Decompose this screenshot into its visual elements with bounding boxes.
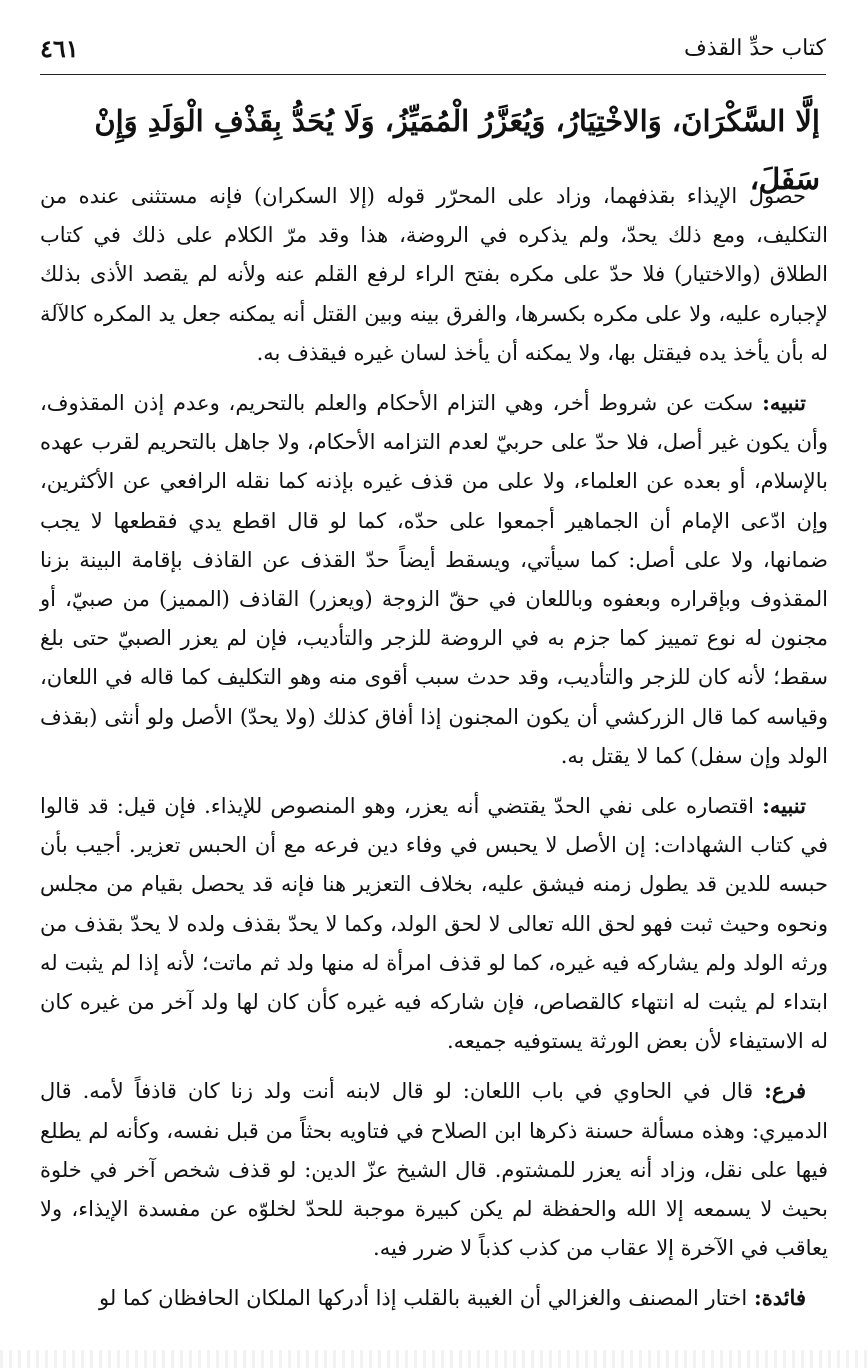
paragraph-text: سكت عن شروط أخر، وهي التزام الأحكام والعلم بالتحريم، وعدم إذن المقذوف، وأن يكون غير أصل، فلا حدّ على حربيّ لعدم التزامه الأحكام، ولا جاهل بالتحريم لقرب عهده بالإسلام، أو بعده عن العلماء، ولا على من قذف غيره بإذنه كما نقله الرافعي عن الأكثرين، وإن ادّعى الإمام أن الجماهير أجمعوا على حدّه، كما لو قال اقطع يدي فقطعها لا يجب ضمانها، ولا على أصل: كما سيأتي، ويسقط أيضاً حدّ القذف عن القاذف بإقامة البينة بزنا المقذوف وبإقراره وبعفوه وباللعان في حقّ الزوجة (ويعزر) القاذف (المميز) من صبيّ، أو مجنون له نوع تمييز كما جزم به في الروضة للزجر والتأديب، فإن لم يعزر الصبيّ حتى بلغ سقط؛ لأنه كان للزجر والتأديب، وقد حدث سبب أقوى منه وهو التكليف كما قاله في اللعان، وقياسه كما قال الزركشي أن يكون المجنون إذا أفاق كذلك (ولا يحدّ) الأصل ولو أنثى (بقذف الولد وإن سفل) كما لا يقتل به.	[40, 391, 828, 768]
paragraph-label: تنبيه:	[762, 793, 806, 819]
commentary-paragraph	[40, 786, 828, 1061]
scan-edge	[0, 1350, 868, 1368]
paragraph-label: تنبيه:	[762, 390, 806, 416]
paragraph-text: قال في الحاوي في باب اللعان: لو قال لابنه أنت ولد زنا كان قاذفاً لأمه. قال الدميري: وهذه مسألة حسنة ذكرها ابن الصلاح في فتاويه بحثاً من قبل نفسه، وكأنه لم يطلع فيها على نقل، وزاد أنه يعزر للمشتوم. قال الشيخ عزّ الدين: لو قذف شخص آخر في خلوة بحيث لا يسمعه إلا الله والحفظة لم يكن كبيرة موجبة للحدّ لخلوّه عن مفسدة الإيذاء، ولا يعاقب في الآخرة إلا عقاب من كذب كذباً لا ضرر فيه.	[40, 1079, 828, 1261]
commentary-paragraph	[40, 383, 828, 776]
commentary-paragraph	[40, 1278, 828, 1318]
running-header	[40, 28, 826, 75]
paragraph-text: اختار المصنف والغزالي أن الغيبة بالقلب إذا أدركها الملكان الحافظان كما لو	[99, 1286, 748, 1311]
paragraph-text: حصول الإيذاء بقذفهما، وزاد على المحرّر قوله (إلا السكران) فإنه مستثنى عنده من التكليف، ومع ذلك يحدّ، ولم يذكره في الروضة، هذا وقد مرّ الكلام على ذلك في كتاب الطلاق (والاختيار) فلا حدّ على مكره بفتح الراء لرفع القلم عنه ولأنه لم يقصد الأذى بذلك لإجباره عليه، ولا على مكره بكسرها، والفرق بينه وبين القتل أنه يمكنه جعل يد المكره كالآلة له بأن يأخذ يده فيقتل بها، ولا يمكنه أن يأخذ لسان غيره فيقذف به.	[40, 184, 828, 365]
commentary-paragraph	[40, 1071, 828, 1268]
paragraph-label: فائدة:	[753, 1285, 806, 1311]
page-number: ٤٦١	[40, 34, 79, 63]
paragraph-label: فرع:	[764, 1078, 806, 1104]
matn-text: إلَّا السَّكْرَانَ، وَالاخْتِيَارُ، وَيُعَزَّرُ الْمُمَيِّزُ، وَلَا يُحَدُّ بِقَذْفِ الْوَلَدِ وَإِنْ سَفَلَ،	[94, 104, 820, 196]
chapter-title: كتاب حدِّ القذف	[684, 36, 826, 61]
commentary-body	[40, 176, 828, 1329]
paragraph-text: اقتصاره على نفي الحدّ يقتضي أنه يعزر، وهو المنصوص للإيذاء. فإن قيل: قد قالوا في كتاب الشهادات: إن الأصل لا يحبس في وفاء دين فرعه مع أن الحبس تعزير. أجيب بأن حبسه للدين قد يطول زمنه فيشق عليه، بخلاف التعزير هنا فإنه قد يحصل بقيام من مجلس ونحوه وحيث ثبت فهو لحق الله تعالى لا لحق الولد، وكما لا يحدّ بقذف ولده لا يحدّ بقذف من ورثه الولد ولم يشاركه فيه غيره، كما لو قذف امرأة له منها ولد ثم ماتت؛ لأنه إذا لم يثبت له ابتداء لم يثبت له انتهاء كالقصاص، فإن شاركه فيه غيره كأن كان لها ولد آخر من غيره كان له الاستيفاء لأن بعض الورثة يستوفيه جميعه.	[40, 794, 828, 1054]
commentary-paragraph	[40, 176, 828, 373]
